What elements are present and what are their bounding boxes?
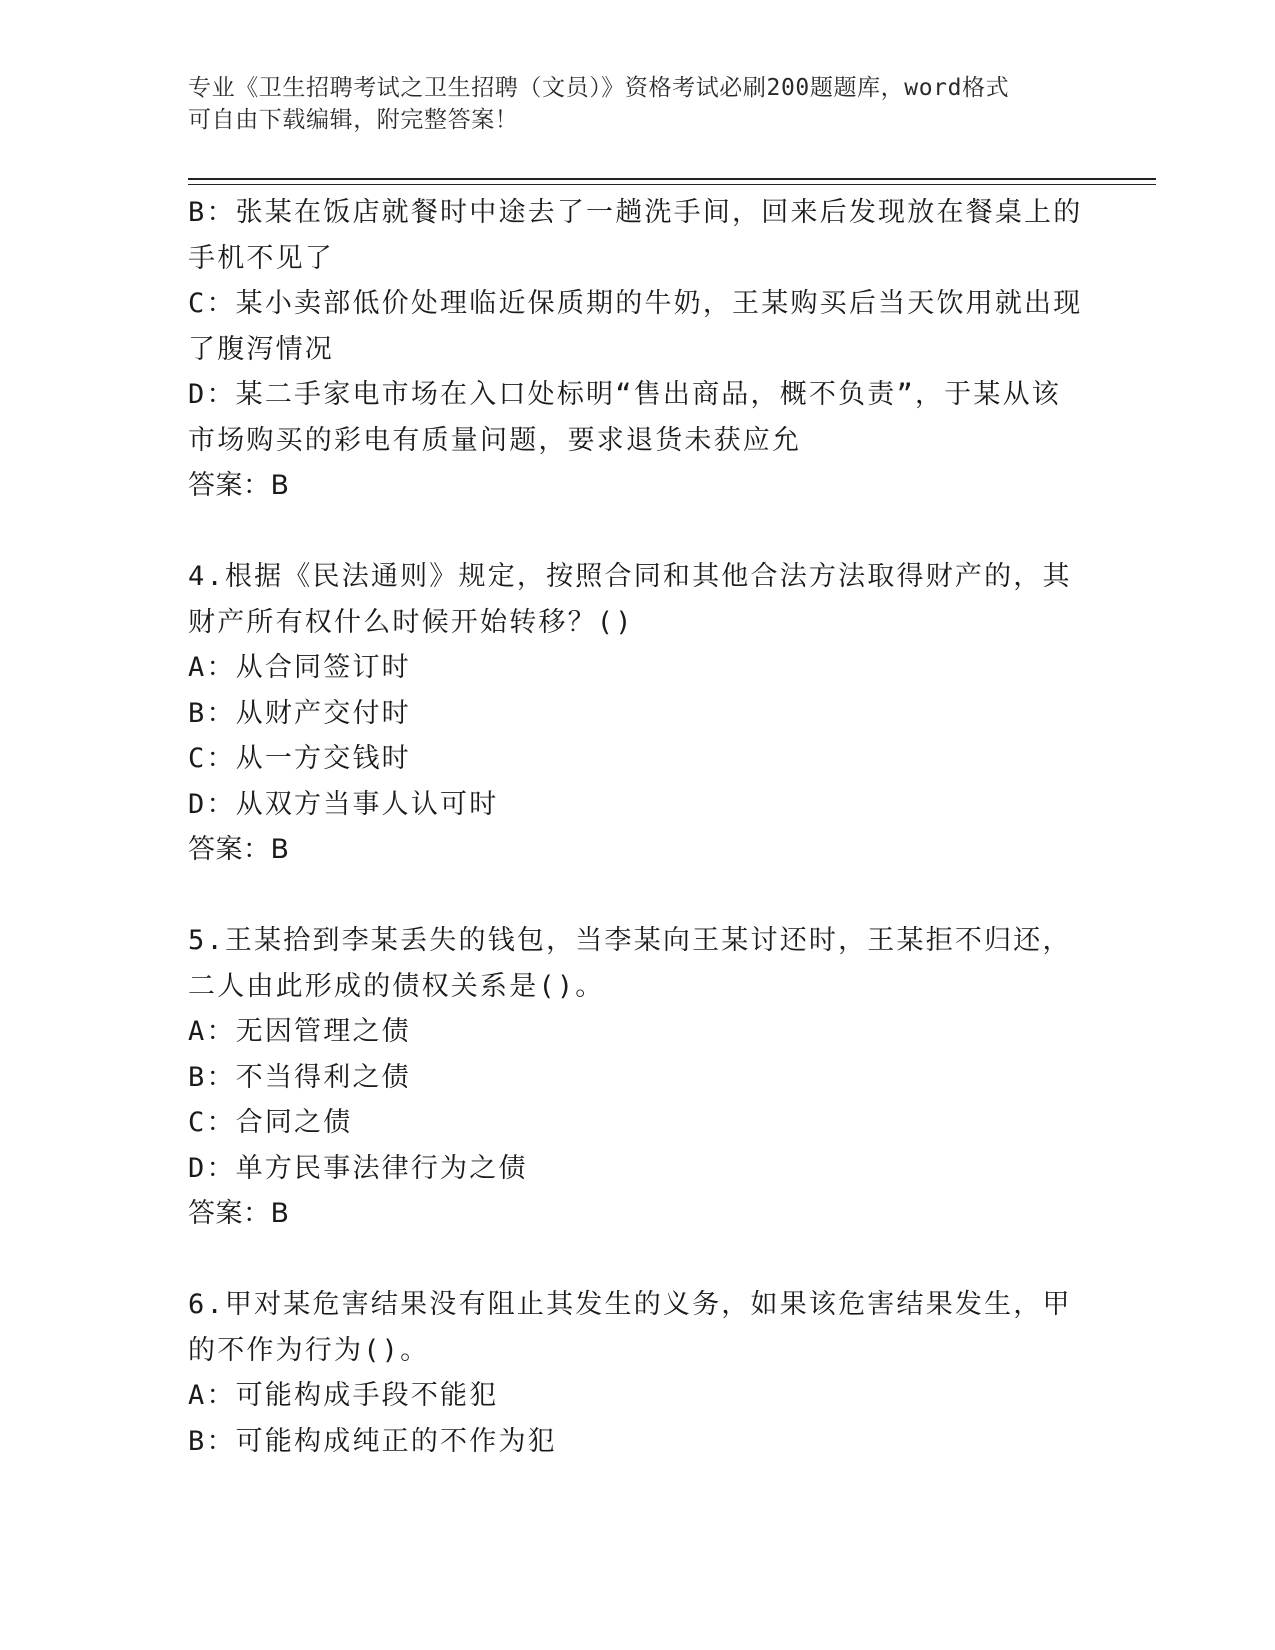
question-stem-line-2: 财产所有权什么时候开始转移？() (188, 606, 634, 638)
question-6 (188, 1282, 1088, 1464)
option-c-line-1: C：某小卖部低价处理临近保质期的牛奶，王某购买后当天饮用就出现 (188, 288, 1083, 319)
question-4 (188, 554, 1088, 873)
question-stem-line-2: 二人由此形成的债权关系是()。 (188, 970, 605, 1002)
question-list (188, 190, 1088, 1464)
option-b: B：可能构成纯正的不作为犯 (188, 1425, 557, 1457)
header-title-line-2: 可自由下载编辑，附完整答案！ (188, 107, 519, 133)
answer: 答案：B (188, 470, 290, 501)
option-d: D：从双方当事人认可时 (188, 788, 499, 820)
document-header (188, 72, 1068, 136)
spacer (188, 873, 1088, 919)
answer: 答案：B (188, 1198, 290, 1229)
header-rule-thick (188, 178, 1156, 180)
option-d-line-1: D：某二手家电市场在入口处标明“售出商品，概不负责”，于某从该 (188, 379, 1061, 410)
spacer (188, 509, 1088, 555)
option-d-line-2: 市场购买的彩电有质量问题，要求退货未获应允 (188, 424, 802, 456)
option-b: B：不当得利之债 (188, 1061, 411, 1093)
question-stem-line-1: 5.王某拾到李某丢失的钱包，当李某向王某讨还时，王某拒不归还， (188, 925, 1072, 956)
header-rule-thin (188, 184, 1156, 185)
option-b-line-2: 手机不见了 (188, 242, 334, 274)
question-5 (188, 918, 1088, 1237)
option-c-line-2: 了腹泻情况 (188, 333, 334, 365)
option-c: C：从一方交钱时 (188, 743, 411, 774)
answer: 答案：B (188, 834, 290, 865)
option-d: D：单方民事法律行为之债 (188, 1152, 528, 1184)
option-b: B：从财产交付时 (188, 697, 411, 729)
question-stem-line-1: 6.甲对某危害结果没有阻止其发生的义务，如果该危害结果发生，甲 (188, 1289, 1072, 1320)
option-b-line-1: B：张某在饭店就餐时中途去了一趟洗手间，回来后发现放在餐桌上的 (188, 197, 1083, 228)
option-a: A：从合同签订时 (188, 652, 411, 683)
question-stem-line-1: 4.根据《民法通则》规定，按照合同和其他合法方法取得财产的，其 (188, 561, 1072, 592)
option-a: A：无因管理之债 (188, 1016, 411, 1047)
question-3-continued (188, 190, 1088, 509)
option-a: A：可能构成手段不能犯 (188, 1380, 499, 1411)
question-stem-line-2: 的不作为行为()。 (188, 1334, 430, 1366)
spacer (188, 1237, 1088, 1283)
option-c: C：合同之债 (188, 1107, 353, 1138)
header-title-line-1: 专业《卫生招聘考试之卫生招聘（文员）》资格考试必刷200题题库，word格式 (188, 75, 1010, 101)
